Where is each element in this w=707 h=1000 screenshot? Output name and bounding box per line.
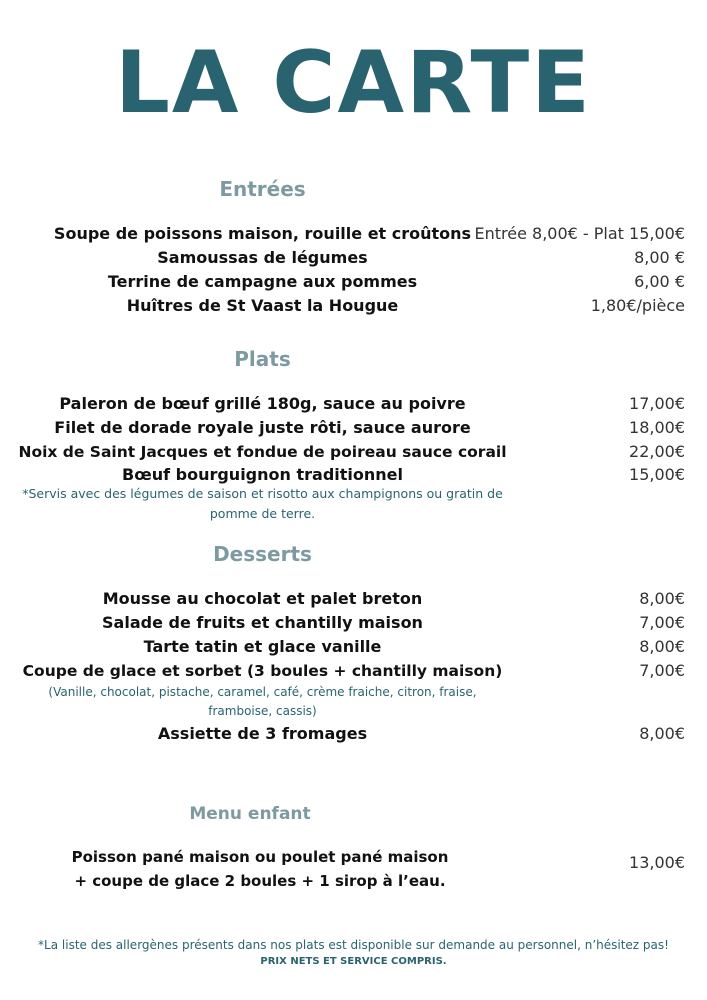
- item-price: 8,00€: [639, 724, 685, 743]
- item-price: 18,00€: [629, 418, 685, 437]
- note-line: framboise, cassis): [208, 704, 317, 718]
- item-price: 8,00€: [639, 589, 685, 608]
- menu-item: [0, 611, 707, 635]
- item-name: Tarte tatin et glace vanille: [143, 637, 382, 656]
- item-name: Paleron de bœuf grillé 180g, sauce au poivre: [59, 394, 466, 413]
- item-price: 8,00€: [639, 637, 685, 656]
- item-name: Coupe de glace et sorbet (3 boules + chantilly maison): [22, 662, 503, 680]
- section-title-entrees: Entrées: [219, 177, 306, 201]
- item-name: Samoussas de légumes: [157, 248, 368, 267]
- item-price: 15,00€: [629, 465, 685, 484]
- item-name: Soupe de poissons maison, rouille et croûtons: [53, 224, 472, 243]
- menu-item: [0, 659, 707, 683]
- item-price: 8,00 €: [634, 248, 685, 267]
- menu-item: [0, 587, 707, 611]
- menu-item: [0, 440, 707, 464]
- menu-item: [0, 416, 707, 440]
- menu-item: [0, 270, 707, 294]
- menu-item: [0, 392, 707, 416]
- item-name: Terrine de campagne aux pommes: [107, 272, 418, 291]
- desserts-note: [10, 683, 515, 721]
- item-price: 7,00€: [639, 613, 685, 632]
- prices-notice: PRIX NETS ET SERVICE COMPRIS.: [260, 956, 447, 967]
- note-line: pomme de terre.: [209, 506, 316, 521]
- item-price: 6,00 €: [634, 272, 685, 291]
- note-line: (Vanille, chocolat, pistache, caramel, café, crème fraiche, citron, fraise,: [48, 685, 477, 699]
- menu-item: [0, 294, 707, 318]
- section-title-plats: Plats: [234, 347, 291, 371]
- menu-item: [0, 635, 707, 659]
- item-price: 7,00€: [639, 661, 685, 680]
- item-name: Assiette de 3 fromages: [157, 724, 368, 743]
- item-name: Bœuf bourguignon traditionnel: [122, 465, 403, 484]
- page-title: LA CARTE: [115, 33, 592, 133]
- item-price: 1,80€/pièce: [590, 296, 685, 315]
- menu-item: [0, 246, 707, 270]
- item-name: Noix de Saint Jacques et fondue de poireau sauce corail: [18, 443, 507, 461]
- section-title-menu-enfant: Menu enfant: [189, 804, 311, 824]
- menu-enfant-line: Poisson pané maison ou poulet pané maison: [71, 848, 449, 866]
- item-price: 22,00€: [629, 442, 685, 461]
- item-name: Huîtres de St Vaast la Hougue: [126, 296, 399, 315]
- allergens-notice: *La liste des allergènes présents dans nos plats est disponible sur demande au personnel, n’hésitez pas!: [38, 938, 669, 952]
- plats-note: [10, 484, 515, 524]
- item-name: Filet de dorade royale juste rôti, sauce aurore: [54, 418, 471, 437]
- menu-enfant-price-row: [0, 851, 707, 875]
- section-title-desserts: Desserts: [213, 542, 312, 566]
- menu-enfant-line: + coupe de glace 2 boules + 1 sirop à l’eau.: [74, 872, 446, 890]
- menu-item: [0, 722, 707, 746]
- note-line: *Servis avec des légumes de saison et risotto aux champignons ou gratin de: [22, 486, 503, 501]
- item-name: Salade de fruits et chantilly maison: [102, 613, 423, 632]
- menu-item: [0, 222, 707, 246]
- item-name: Mousse au chocolat et palet breton: [102, 589, 423, 608]
- item-price: Entrée 8,00€ - Plat 15,00€: [474, 224, 685, 243]
- item-price: 17,00€: [629, 394, 685, 413]
- item-price: 13,00€: [629, 853, 685, 872]
